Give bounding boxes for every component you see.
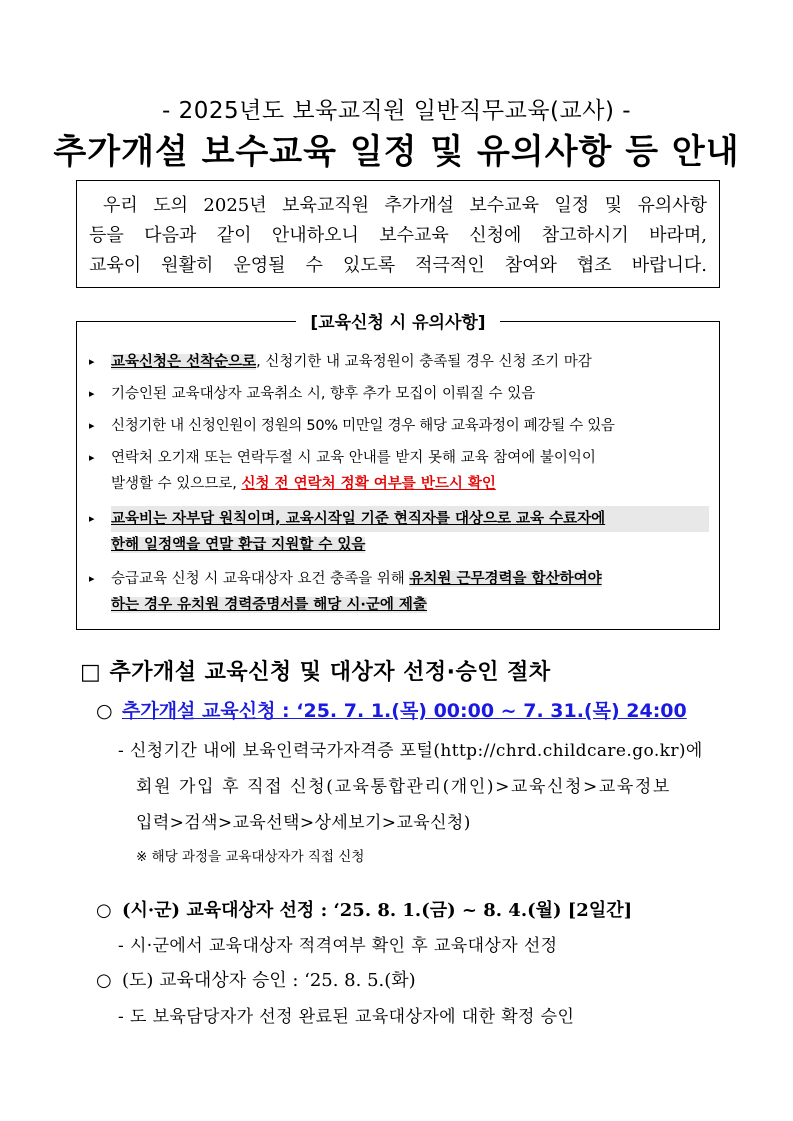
circle-icon: ○ <box>96 900 112 921</box>
notice-item-5-line-2: 한해 일정액을 연말 환급 지원할 수 있음 <box>111 537 366 553</box>
step-1-note: ※ 해당 과정을 교육대상자가 직접 신청 <box>136 849 365 865</box>
notice-item-6-strong: 유치원 근무경력을 합산하여야 <box>409 571 602 587</box>
intro-line-1: 우리 도의 2025년 보육교직원 추가개설 보수교육 일정 및 유의사항 <box>103 195 707 216</box>
step-3-title: (도) 교육대상자 승인 : ‘25. 8. 5.(화) <box>122 970 416 991</box>
circle-icon: ○ <box>96 700 113 722</box>
document-title: 추가개설 보수교육 일정 및 유의사항 등 안내 <box>53 132 740 172</box>
notice-item-4-line-2: 발생할 수 있으므로, <box>111 476 242 492</box>
bullet-icon: ▸ <box>89 572 95 585</box>
bullet-icon: ▸ <box>89 451 95 464</box>
document-subtitle: - 2025년도 보육교직원 일반직무교육(교사) - <box>161 98 632 124</box>
step-1-title: 추가개설 교육신청 : ‘25. 7. 1.(목) 00:00 ~ 7. 31.(목) 24:00 <box>122 700 687 722</box>
step-1-line-3: 입력>검색>교육선택>상세보기>교육신청) <box>136 813 471 833</box>
bullet-icon: ▸ <box>89 355 95 368</box>
circle-icon: ○ <box>96 970 112 991</box>
bullet-icon: ▸ <box>89 387 95 400</box>
section-heading: □ 추가개설 교육신청 및 대상자 선정·승인 절차 <box>80 660 551 685</box>
notice-item-6-line-1: 승급교육 신청 시 교육대상자 요건 충족을 위해 <box>111 571 410 587</box>
notice-item-5-line-1: 교육비는 자부담 원칙이며, 교육시작일 기준 현직자를 대상으로 교육 수료자에 <box>111 506 709 532</box>
step-1-line-2: 회원 가입 후 직접 신청(교육통합관리(개인)>교육신청>교육정보 <box>136 777 671 797</box>
notice-item-6-line-2: 하는 경우 유치원 경력증명서를 해당 시·군에 제출 <box>111 597 427 613</box>
notice-item-1-strong: 교육신청은 선착순으로 <box>111 354 257 370</box>
intro-line-3: 교육이 원활히 운영될 수 있도록 적극적인 참여와 협조 바랍니다. <box>89 255 707 276</box>
notice-item-2-text: 기승인된 교육대상자 교육취소 시, 향후 추가 모집이 이뤄질 수 있음 <box>111 386 536 402</box>
step-2-title-row <box>96 896 632 922</box>
notice-item-3-text: 신청기한 내 신청인원이 정원의 50% 미만일 경우 해당 교육과정이 폐강될 수 있음 <box>111 418 615 434</box>
notice-title-text: [교육신청 시 유의사항] <box>296 313 499 333</box>
intro-line-2: 등을 다음과 같이 안내하오니 보수교육 신청에 참고하시기 바라며, <box>89 225 707 246</box>
notice-title <box>77 308 719 333</box>
intro-box <box>76 180 720 288</box>
step-3-line-1: - 도 보육담당자가 선정 완료된 교육대상자에 대한 확정 승인 <box>118 1007 575 1027</box>
notice-item-1-rest: , 신청기한 내 교육정원이 충족될 경우 신청 조기 마감 <box>256 354 592 370</box>
notice-item-4-line-1: 연락처 오기재 또는 연락두절 시 교육 안내를 받지 못해 교육 참여에 불이익이 <box>111 450 596 466</box>
step-3-title-row <box>96 966 416 992</box>
step-1-line-1: - 신청기간 내에 보육인력국가자격증 포털(http://chrd.childcare.go.kr)에 <box>118 741 703 761</box>
notice-box <box>76 313 720 630</box>
step-2-line-1: - 시·군에서 교육대상자 적격여부 확인 후 교육대상자 선정 <box>118 936 558 956</box>
step-1-title-row <box>96 696 687 723</box>
bullet-icon: ▸ <box>89 419 95 432</box>
step-2-title: (시·군) 교육대상자 선정 : ‘25. 8. 1.(금) ~ 8. 4.(월) [2일간] <box>122 900 633 921</box>
notice-item-4-warning: 신청 전 연락처 정확 여부를 반드시 확인 <box>241 476 496 492</box>
bullet-icon: ▸ <box>89 512 95 525</box>
